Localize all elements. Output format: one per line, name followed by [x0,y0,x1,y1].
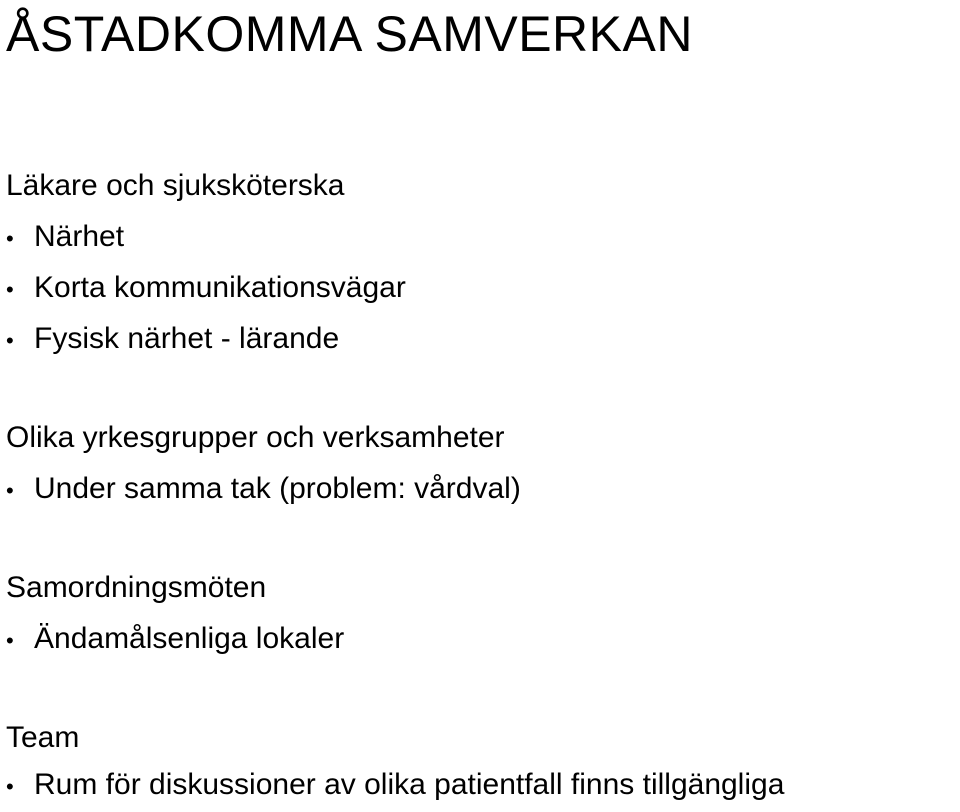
bullet-text: Korta kommunikationsvägar [34,271,406,304]
bullet-item-4-1 [6,767,784,803]
bullet-text: Rum för diskussioner av olika patientfall finns tillgängliga [34,768,785,801]
section-heading-3: Samordningsmöten [6,571,267,604]
slide-title: ÅSTADKOMMA SAMVERKAN [6,6,693,62]
bullet-item-3-1 [6,621,344,657]
bullet-icon: • [6,774,14,799]
bullet-text: Ändamålsenliga lokaler [34,622,345,655]
bullet-item-1-1 [6,219,124,255]
bullet-icon: • [6,277,14,302]
bullet-icon: • [6,328,14,353]
bullet-icon: • [6,478,14,503]
bullet-icon: • [6,226,14,251]
bullet-icon: • [6,628,14,653]
bullet-item-1-3 [6,321,339,357]
section-heading-4: Team [6,721,80,754]
bullet-item-2-1 [6,471,521,507]
section-heading-1: Läkare och sjuksköterska [6,169,345,202]
bullet-item-1-2 [6,270,406,306]
bullet-text: Närhet [34,220,125,253]
section-heading-2: Olika yrkesgrupper och verksamheter [6,421,505,454]
bullet-text: Under samma tak (problem: vårdval) [34,472,521,505]
bullet-text: Fysisk närhet - lärande [34,322,340,355]
